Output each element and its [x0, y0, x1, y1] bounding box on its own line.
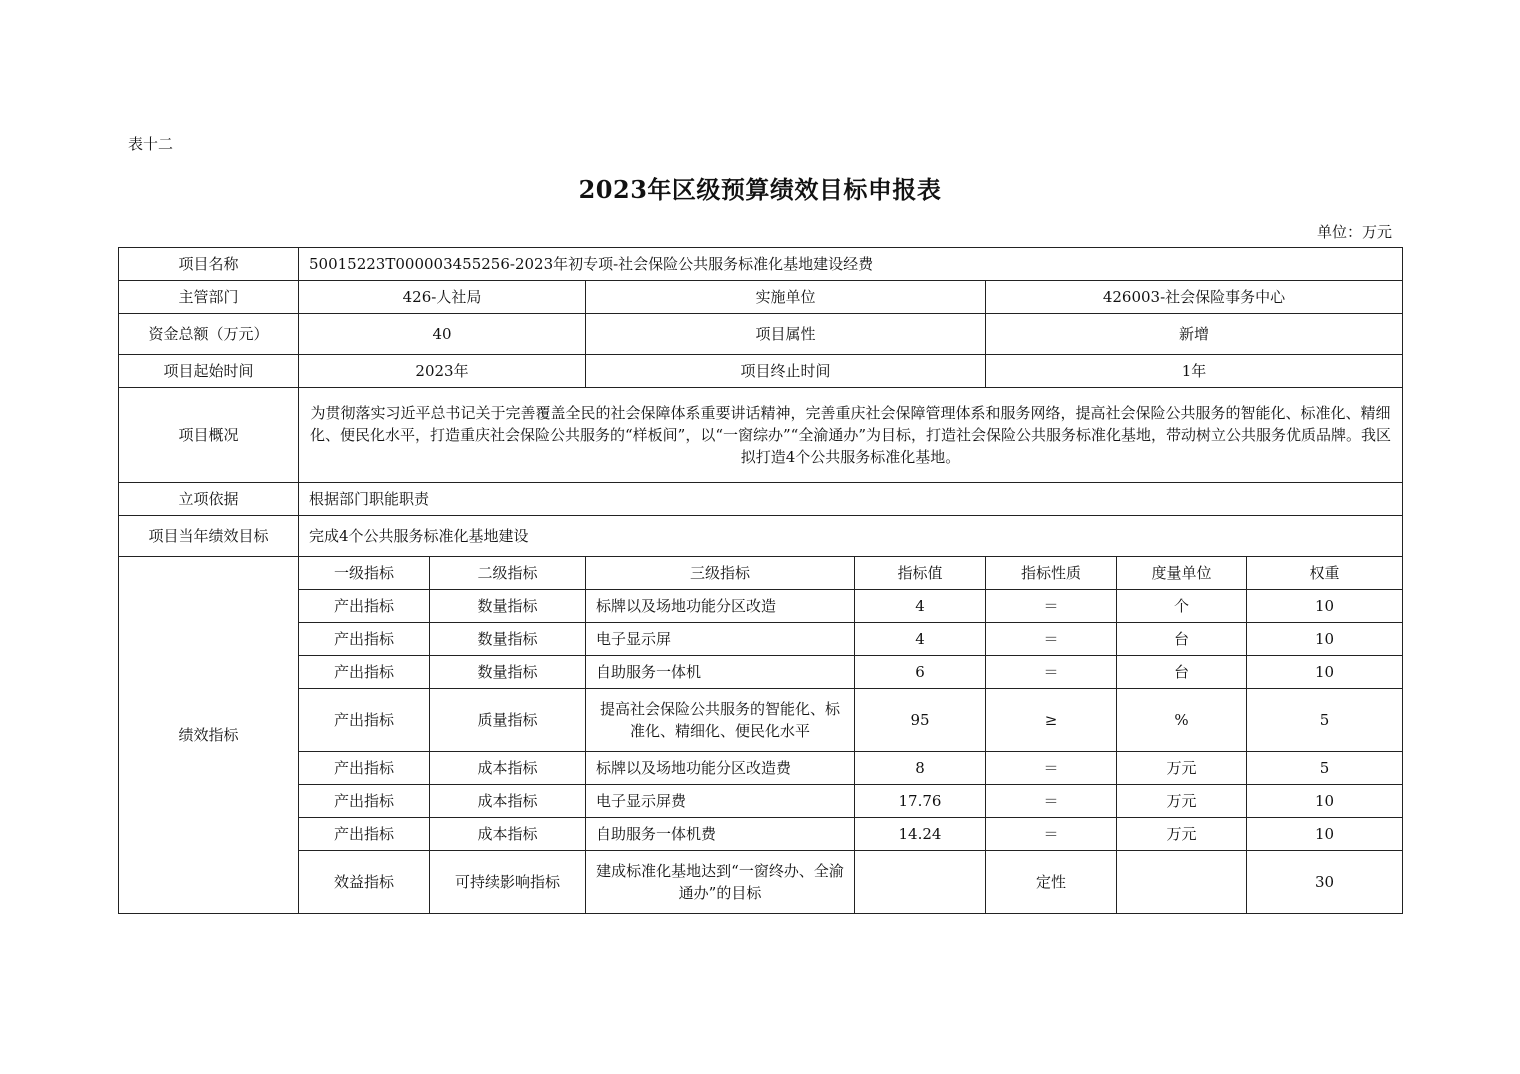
header-unit: 度量单位	[1117, 557, 1247, 590]
start-value: 2023年	[299, 355, 586, 388]
cell-level1: 效益指标	[299, 851, 430, 914]
cell-weight: 5	[1247, 689, 1403, 752]
goal-label: 项目当年绩效目标	[119, 516, 299, 557]
header-level1: 一级指标	[299, 557, 430, 590]
cell-level3: 提高社会保险公共服务的智能化、标准化、精细化、便民化水平	[586, 689, 855, 752]
cell-level1: 产出指标	[299, 752, 430, 785]
table-row	[119, 752, 1403, 785]
table-tag: 表十二	[128, 135, 174, 153]
header-level2: 二级指标	[430, 557, 586, 590]
budget-performance-table	[118, 247, 1403, 914]
fund-value: 40	[299, 314, 586, 355]
cell-level2: 可持续影响指标	[430, 851, 586, 914]
indicator-header-row	[119, 557, 1403, 590]
overview-value: 为贯彻落实习近平总书记关于完善覆盖全民的社会保障体系重要讲话精神，完善重庆社会保障管理体系和服务网络，提高社会保险公共服务的智能化、标准化、精细化、便民化水平，打造重庆社会保险公共服务的“样板间”，以“一窗综办”“全渝通办”为目标，打造社会保险公共服务标准化基地，带动树立公共服务优质品牌。我区拟打造4个公共服务标准化基地。	[299, 388, 1403, 483]
cell-level2: 成本指标	[430, 818, 586, 851]
basis-value: 根据部门职能职责	[299, 483, 1403, 516]
cell-weight: 5	[1247, 752, 1403, 785]
cell-level1: 产出指标	[299, 623, 430, 656]
cell-level2: 质量指标	[430, 689, 586, 752]
row-basis	[119, 483, 1403, 516]
impl-label: 实施单位	[586, 281, 986, 314]
dept-label: 主管部门	[119, 281, 299, 314]
page-title: 2023年区级预算绩效目标申报表	[578, 175, 942, 204]
header-level3: 三级指标	[586, 557, 855, 590]
cell-weight: 10	[1247, 785, 1403, 818]
project-name-label: 项目名称	[119, 248, 299, 281]
cell-level3: 自助服务一体机	[586, 656, 855, 689]
cell-unit	[1117, 851, 1247, 914]
cell-level2: 数量指标	[430, 623, 586, 656]
cell-level1: 产出指标	[299, 818, 430, 851]
row-fund	[119, 314, 1403, 355]
cell-weight: 10	[1247, 623, 1403, 656]
cell-nature: ＝	[986, 818, 1117, 851]
cell-level1: 产出指标	[299, 656, 430, 689]
cell-weight: 10	[1247, 656, 1403, 689]
cell-unit: 万元	[1117, 818, 1247, 851]
cell-unit: %	[1117, 689, 1247, 752]
cell-nature: ＝	[986, 656, 1117, 689]
cell-level3: 建成标准化基地达到“一窗终办、全渝通办”的目标	[586, 851, 855, 914]
cell-unit: 万元	[1117, 752, 1247, 785]
cell-level2: 成本指标	[430, 785, 586, 818]
cell-value: 4	[855, 590, 986, 623]
cell-unit: 个	[1117, 590, 1247, 623]
cell-value: 14.24	[855, 818, 986, 851]
fund-label: 资金总额（万元）	[119, 314, 299, 355]
indicators-section-label: 绩效指标	[119, 557, 299, 914]
cell-value: 4	[855, 623, 986, 656]
cell-level1: 产出指标	[299, 785, 430, 818]
cell-unit: 台	[1117, 656, 1247, 689]
cell-level2: 数量指标	[430, 590, 586, 623]
row-department	[119, 281, 1403, 314]
cell-nature: ＝	[986, 785, 1117, 818]
cell-weight: 10	[1247, 818, 1403, 851]
cell-level3: 标牌以及场地功能分区改造	[586, 590, 855, 623]
cell-value: 17.76	[855, 785, 986, 818]
table-row	[119, 656, 1403, 689]
header-value: 指标值	[855, 557, 986, 590]
cell-level3: 电子显示屏费	[586, 785, 855, 818]
row-project-name	[119, 248, 1403, 281]
cell-unit: 万元	[1117, 785, 1247, 818]
cell-weight: 30	[1247, 851, 1403, 914]
table-row	[119, 590, 1403, 623]
table-row	[119, 851, 1403, 914]
row-time	[119, 355, 1403, 388]
cell-value	[855, 851, 986, 914]
end-value: 1年	[986, 355, 1403, 388]
cell-nature: ＝	[986, 623, 1117, 656]
basis-label: 立项依据	[119, 483, 299, 516]
overview-label: 项目概况	[119, 388, 299, 483]
table-row	[119, 785, 1403, 818]
impl-value: 426003-社会保险事务中心	[986, 281, 1403, 314]
cell-unit: 台	[1117, 623, 1247, 656]
cell-level1: 产出指标	[299, 590, 430, 623]
cell-nature: 定性	[986, 851, 1117, 914]
project-name-value: 50015223T000003455256-2023年初专项-社会保险公共服务标准化基地建设经费	[299, 248, 1403, 281]
end-label: 项目终止时间	[586, 355, 986, 388]
cell-level3: 标牌以及场地功能分区改造费	[586, 752, 855, 785]
cell-value: 6	[855, 656, 986, 689]
cell-value: 8	[855, 752, 986, 785]
goal-value: 完成4个公共服务标准化基地建设	[299, 516, 1403, 557]
attr-label: 项目属性	[586, 314, 986, 355]
dept-value: 426-人社局	[299, 281, 586, 314]
table-row	[119, 689, 1403, 752]
cell-level3: 电子显示屏	[586, 623, 855, 656]
unit-label: 单位：万元	[1316, 223, 1392, 241]
cell-level2: 数量指标	[430, 656, 586, 689]
table-row	[119, 623, 1403, 656]
cell-nature: ＝	[986, 590, 1117, 623]
row-overview	[119, 388, 1403, 483]
start-label: 项目起始时间	[119, 355, 299, 388]
header-nature: 指标性质	[986, 557, 1117, 590]
cell-level2: 成本指标	[430, 752, 586, 785]
table-row	[119, 818, 1403, 851]
cell-nature: ＝	[986, 752, 1117, 785]
cell-weight: 10	[1247, 590, 1403, 623]
cell-level1: 产出指标	[299, 689, 430, 752]
cell-value: 95	[855, 689, 986, 752]
cell-nature: ≥	[986, 689, 1117, 752]
header-weight: 权重	[1247, 557, 1403, 590]
row-goal	[119, 516, 1403, 557]
cell-level3: 自助服务一体机费	[586, 818, 855, 851]
attr-value: 新增	[986, 314, 1403, 355]
